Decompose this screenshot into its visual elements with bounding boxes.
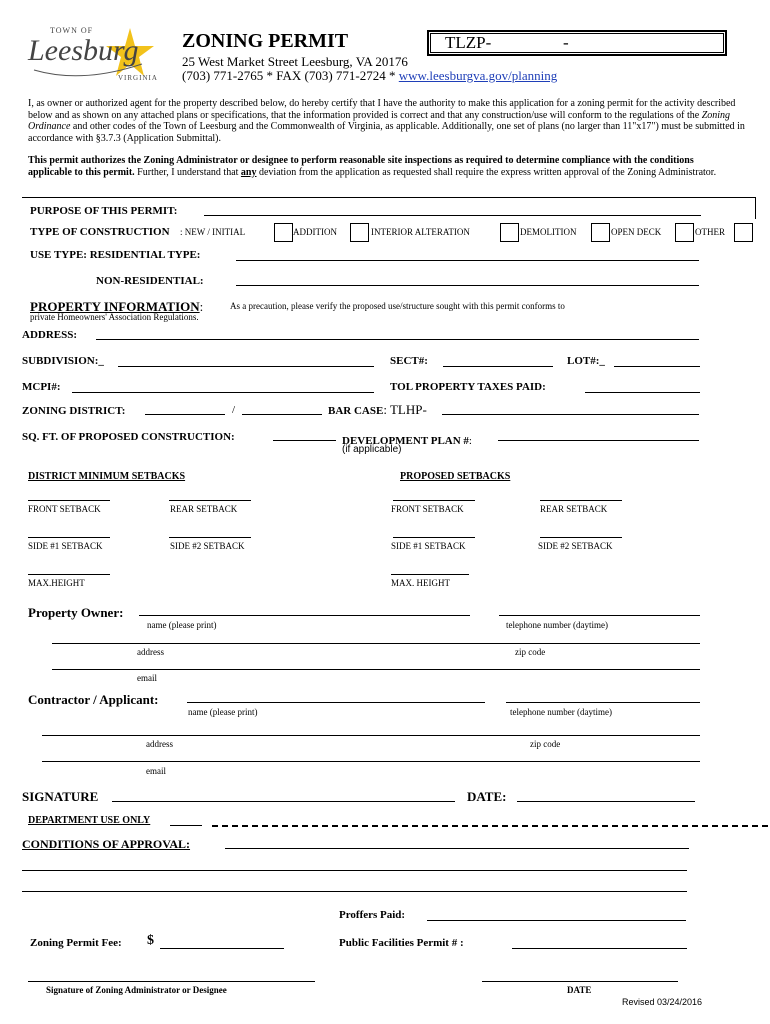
date-label: DATE: <box>467 789 507 804</box>
authorization-text: This permit authorizes the Zoning Administrator or designee to perform reasonable site inspections as required to determine compliance with the conditions applicable to this permit. Further, I understand that any deviation from the application as requested shall require the express written approval of the Zoning Administrator. <box>28 155 717 178</box>
owner-address-hint: address <box>137 647 164 657</box>
proffers-label: Proffers Paid: <box>339 909 406 921</box>
sqft-label: SQ. FT. OF PROPOSED CONSTRUCTION: <box>22 431 235 443</box>
bar-case: BAR CASE: TLHP- <box>328 402 427 417</box>
logo-town-of: TOWN OF <box>50 26 94 35</box>
zoning-district-field-1[interactable] <box>145 414 225 415</box>
purpose-label: PURPOSE OF THIS PERMIT: <box>30 205 178 217</box>
conditions-field-3[interactable] <box>22 891 687 892</box>
certification-text: I, as owner or authorized agent for the property described below, do hereby certify that I have the authority to make this application for a zoning permit for the activity described below and as shown on any attached plans or specifications, that the information provided is correct and that any construction/use will conform to the regulations of the Zoning Ordinance and other codes of the Town of Leesburg and the Commonwealth of Virginia, as applicable. Additionally, one set of plans (no larger than 11"x17") must be submitted in accordance with §3.7.3 (Application Submittal). <box>28 98 745 144</box>
page-title: ZONING PERMIT <box>182 30 349 52</box>
district-side2-field[interactable] <box>169 537 251 538</box>
construction-type-row <box>30 226 760 242</box>
non-residential-field[interactable] <box>236 285 699 286</box>
subdivision-field[interactable] <box>118 366 374 367</box>
bar-case-field[interactable] <box>442 414 699 415</box>
district-front-label: FRONT SETBACK <box>28 504 101 514</box>
contractor-address-hint: address <box>146 739 173 749</box>
proposed-setbacks-title: PROPOSED SETBACKS <box>400 471 511 482</box>
sect-field[interactable] <box>443 366 553 367</box>
district-rear-label: REAR SETBACK <box>170 504 238 514</box>
checkbox-open-deck[interactable] <box>675 223 694 242</box>
proposed-side1-label: SIDE #1 SETBACK <box>391 541 466 551</box>
property-info-heading: PROPERTY INFORMATION: <box>30 299 204 314</box>
admin-date-label: DATE <box>567 985 592 995</box>
town-logo <box>22 24 162 84</box>
form-border-top <box>22 197 756 198</box>
lot-label: LOT#:_ <box>567 355 605 367</box>
zoning-fee-label: Zoning Permit Fee: <box>30 937 122 949</box>
contractor-zip-hint: zip code <box>530 739 561 749</box>
zoning-fee-field[interactable] <box>160 948 284 949</box>
option-interior-alteration: INTERIOR ALTERATION <box>371 227 470 237</box>
district-max-height-label: MAX.HEIGHT <box>28 578 85 588</box>
purpose-field[interactable] <box>204 215 701 216</box>
property-info-note: As a precaution, please verify the proposed use/structure sought with this permit conforms to <box>230 301 565 311</box>
option-demolition: DEMOLITION <box>520 227 577 237</box>
owner-email-hint: email <box>137 673 157 683</box>
owner-name-hint: name (please print) <box>147 620 217 630</box>
contact-line <box>182 68 557 84</box>
proposed-max-height-label: MAX. HEIGHT <box>391 578 450 588</box>
use-type-label: USE TYPE: RESIDENTIAL TYPE: <box>30 249 201 261</box>
owner-name-field[interactable] <box>139 615 470 616</box>
conditions-field-2[interactable] <box>22 870 687 871</box>
checkbox-interior-alteration[interactable] <box>500 223 519 242</box>
website-link[interactable]: www.leesburgva.gov/planning <box>398 68 558 83</box>
taxes-label: TOL PROPERTY TAXES PAID: <box>390 381 546 393</box>
district-front-field[interactable] <box>28 500 110 501</box>
department-dashed-line <box>212 825 768 827</box>
proposed-max-height-field[interactable] <box>391 574 469 575</box>
district-rear-field[interactable] <box>169 500 251 501</box>
permit-dash: - <box>563 33 569 52</box>
if-applicable-note: (if applicable) <box>342 444 402 455</box>
contractor-name-hint: name (please print) <box>188 707 258 717</box>
contractor-email-hint: email <box>146 766 166 776</box>
sect-label: SECT#: <box>390 355 428 367</box>
address-label: ADDRESS: <box>22 329 78 341</box>
contractor-name-field[interactable] <box>187 702 485 703</box>
proposed-front-field[interactable] <box>393 500 475 501</box>
zoning-district-label: ZONING DISTRICT: <box>22 405 126 417</box>
department-use-only: DEPARTMENT USE ONLY <box>28 815 151 826</box>
admin-date-field[interactable] <box>482 981 678 982</box>
zoning-slash: / <box>232 404 236 416</box>
public-facilities-field[interactable] <box>512 948 687 949</box>
revision-date: Revised 03/24/2016 <box>622 997 703 1007</box>
taxes-field[interactable] <box>585 392 700 393</box>
proposed-side2-field[interactable] <box>540 537 622 538</box>
option-new-initial: : NEW / INITIAL <box>180 227 246 237</box>
residential-type-field[interactable] <box>236 260 699 261</box>
office-address: 25 West Market Street Leesburg, VA 20176 <box>182 54 408 69</box>
option-open-deck: OPEN DECK <box>611 227 662 237</box>
signature-field[interactable] <box>112 801 455 802</box>
owner-address-field[interactable] <box>52 643 700 644</box>
mcpi-field[interactable] <box>72 392 374 393</box>
permit-number-box[interactable] <box>427 30 727 56</box>
signature-label: SIGNATURE <box>22 789 99 804</box>
admin-signature-label: Signature of Zoning Administrator or Designee <box>46 985 227 995</box>
district-side1-field[interactable] <box>28 537 110 538</box>
lot-field[interactable] <box>614 366 700 367</box>
date-field[interactable] <box>517 801 695 802</box>
zoning-district-field-2[interactable] <box>242 414 322 415</box>
construction-type-label: TYPE OF CONSTRUCTION <box>30 226 170 238</box>
owner-telephone-hint: telephone number (daytime) <box>506 620 608 630</box>
contractor-label: Contractor / Applicant: <box>28 692 159 707</box>
dev-plan-field[interactable] <box>498 440 699 441</box>
district-max-height-field[interactable] <box>28 574 110 575</box>
owner-zip-hint: zip code <box>515 647 546 657</box>
checkbox-new-initial[interactable] <box>274 223 293 242</box>
contractor-telephone-hint: telephone number (daytime) <box>510 707 612 717</box>
form-border-right <box>755 197 756 219</box>
mcpi-label: MCPI#: <box>22 381 61 393</box>
public-facilities-label: Public Facilities Permit # : <box>339 937 464 949</box>
conditions-label: CONDITIONS OF APPROVAL: <box>22 837 191 851</box>
dollar-sign: $ <box>147 933 154 948</box>
dev-plan-label: DEVELOPMENT PLAN #: <box>342 435 472 447</box>
department-underline <box>170 825 202 826</box>
proposed-side2-label: SIDE #2 SETBACK <box>538 541 613 551</box>
contractor-address-field[interactable] <box>42 735 700 736</box>
owner-telephone-field[interactable] <box>499 615 700 616</box>
proposed-side1-field[interactable] <box>393 537 475 538</box>
logo-state: VIRGINIA <box>118 74 158 82</box>
proposed-rear-field[interactable] <box>540 500 622 501</box>
phone-fax: (703) 771-2765 * FAX (703) 771-2724 * <box>182 68 399 83</box>
address-field[interactable] <box>96 339 699 340</box>
subdivision-label: SUBDIVISION:_ <box>22 355 104 367</box>
district-side1-label: SIDE #1 SETBACK <box>28 541 103 551</box>
option-addition: ADDITION <box>293 227 337 237</box>
checkbox-demolition[interactable] <box>591 223 610 242</box>
district-side2-label: SIDE #2 SETBACK <box>170 541 245 551</box>
contractor-telephone-field[interactable] <box>506 702 700 703</box>
proposed-front-label: FRONT SETBACK <box>391 504 464 514</box>
option-other: OTHER <box>695 227 725 237</box>
owner-email-field[interactable] <box>52 669 700 670</box>
property-owner-label: Property Owner: <box>28 605 124 620</box>
conditions-field-1[interactable] <box>225 848 689 849</box>
checkbox-other[interactable] <box>734 223 753 242</box>
checkbox-addition[interactable] <box>350 223 369 242</box>
logo-name: Leesburg <box>28 34 139 67</box>
proffers-field[interactable] <box>427 920 686 921</box>
property-info-note-2: private Homeowners' Association Regulations. <box>30 312 199 322</box>
district-setbacks-title: DISTRICT MINIMUM SETBACKS <box>28 471 186 482</box>
admin-signature-field[interactable] <box>28 981 315 982</box>
proposed-rear-label: REAR SETBACK <box>540 504 608 514</box>
contractor-email-field[interactable] <box>42 761 700 762</box>
permit-prefix: TLZP- <box>445 33 492 52</box>
sqft-field[interactable] <box>273 440 336 441</box>
non-residential-label: NON-RESIDENTIAL: <box>96 275 204 287</box>
